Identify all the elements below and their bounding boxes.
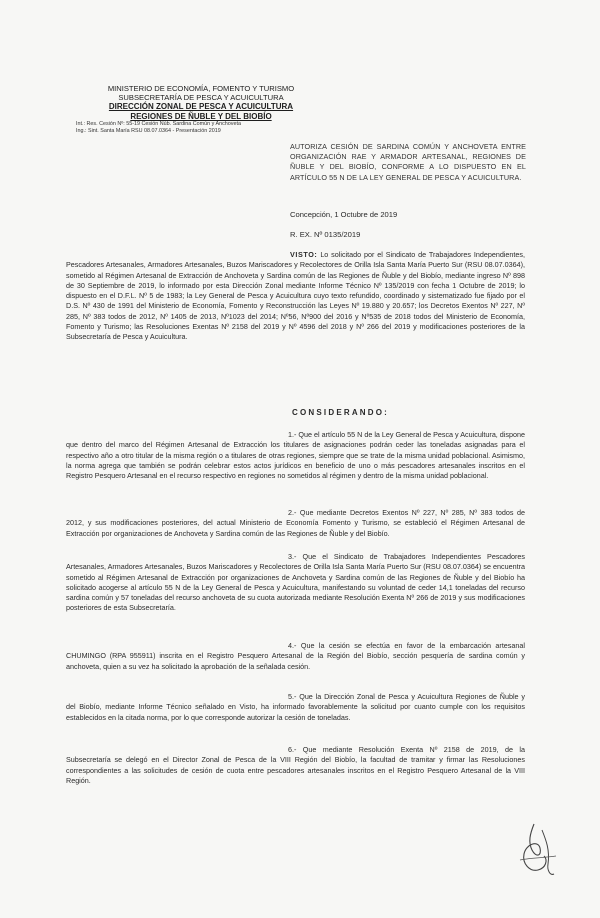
reference-line-2: Ing.: Sint. Santa María RSU 08.07.0364 - Presentación 2019 <box>76 127 221 134</box>
considerando-paragraph-2 <box>66 508 525 539</box>
paragraph-text: 4.- Que la cesión se efectúa en favor de la embarcación artesanal CHUMINGO (RPA 955911) inscrita en el Registro Pesquero Artesanal de la Región del Biobío, sección pesquería de sardina común y anchoveta, quien a su vez ha solicitado la aprobación de la señalada cesión. <box>66 641 525 671</box>
letterhead <box>76 84 326 135</box>
paragraph-text: 3.- Que el Sindicato de Trabajadores Independientes Pescadores Artesanales, Armadores Artesanales, Buzos Mariscadores y Recolectores de Orilla Isla Santa María Puerto Sur (RSU 08.07.0364) se encuentra sometido al Régimen Artesanal de Extracción por organizaciones de Anchoveta y Sardina común de las Regiones de Ñuble y del Biobío ha solicitado acogerse al artículo 55 N de la Ley General de Pesca y Acuicultura, manifestando su voluntad de ceder 14,1 toneladas del recurso sardina común y 57 toneladas del recurso anchoveta de su cuota autorizada mediante Resolución Exenta Nº 266 de 2019 y sus modificaciones posteriores de esta Subsecretaría. <box>66 552 525 613</box>
considerando-heading: CONSIDERANDO: <box>292 408 390 417</box>
paragraph-text: 5.- Que la Dirección Zonal de Pesca y Acuicultura Regiones de Ñuble y del Biobío, mediante Informe Técnico señalado en Visto, ha informado favorablemente la solicitud por cuanto cumple con los requisitos establecidos en la citada norma, por lo que corresponde autorizar la cesión de toneladas. <box>66 692 525 722</box>
undersecretariat-name: SUBSECRETARÍA DE PESCA Y ACUICULTURA <box>118 93 284 103</box>
considerando-paragraph-5 <box>66 692 525 723</box>
paragraph-text: 1.- Que el artículo 55 N de la Ley General de Pesca y Acuicultura, dispone que dentro del marco del Régimen Artesanal de Extracción los titulares de asignaciones podrán ceder las toneladas asignadas para el respectivo año a otro titular de la misma región o a titulares de otras regiones, siempre que se trate de la misma unidad poblacional. Asimismo, la norma agrega que también se podrán celebrar estos actos jurídicos en beneficio de uno o más pescadores artesanales inscritos en el Registro Pesquero Artesanal en el recurso respectivo en regiones no sometidos al régimen y dentro de la misma unidad poblacional. <box>66 430 525 481</box>
direction-name: DIRECCIÓN ZONAL DE PESCA Y ACUICULTURA <box>108 102 294 112</box>
visto-label: VISTO: <box>290 250 318 259</box>
paragraph-text: 2.- Que mediante Decretos Exentos Nº 227, Nº 285, Nº 383 todos de 2012, y sus modificaciones posteriores, del actual Ministerio de Economía Fomento y Turismo, se estableció el Régimen Artesanal de Extracción por organizaciones de Anchoveta y Sardina común de las Regiones de Ñuble y del Biobío. <box>66 508 525 538</box>
considerando-paragraph-4 <box>66 641 525 672</box>
considerando-paragraph-3 <box>66 552 525 614</box>
document-date: Concepción, 1 Octubre de 2019 <box>290 210 398 219</box>
resolution-number: R. EX. Nº 0135/2019 <box>290 230 361 239</box>
ministry-name: MINISTERIO DE ECONOMÍA, FOMENTO Y TURISMO <box>107 84 295 93</box>
visto-text: Lo solicitado por el Sindicato de Trabajadores Independientes, Pescadores Artesanales, Armadores Artesanales, Buzos Mariscadores y Recolectores de Orilla Isla Santa María Puerto Sur (RSU 08.07.0364), sometido al Régimen Artesanal de Extracción de Anchoveta y Sardina común de las Regiones de Ñuble y del Biobío, mediante ingreso Nº 898 de 30 Septiembre de 2019, lo informado por esta Dirección Zonal mediante Informe Técnico Nº 135/2019 con fecha 1 Octubre de 2019; lo dispuesto en el D.F.L. Nº 5 de 1983; la Ley General de Pesca y Acuicultura cuyo texto refundido, coordinado y sistematizado fue fijado por el D.S. Nº 430 de 1991 del Ministerio de Economía, Fomento y Reconstrucción las Leyes Nº 19.880 y 20.657; los Decretos Exentos Nº 227, Nº 285, Nº 383 todos de 2012, Nº 1405 de 2013, Nº1023 del 2014; Nº56, Nº900 del 2016 y Nº535 de 2018 todos del Ministerio de Economía, Fomento y Turismo; las Resoluciones Exentas Nº 2158 del 2019 y Nº 4596 del 2018 y Nº 266 del 2019 y modificaciones posteriores de la Subsecretaría de Pesca y Acuicultura. <box>66 250 525 342</box>
visto-section <box>66 250 525 343</box>
regions-name: REGIONES DE ÑUBLE Y DEL BIOBÍO <box>130 111 272 121</box>
handwritten-signature <box>512 820 562 880</box>
paragraph-text: 6.- Que mediante Resolución Exenta Nº 2158 de 2019, de la Subsecretaría se delegó en el Director Zonal de Pesca de la VIII Región del Biobío, la facultad de tramitar y firmar las Resoluciones correspondientes a las solicitudes de cesión de cuota entre pescadores artesanales inscritos en el Registro Pesquero Artesanal de la VIII Región. <box>66 745 525 785</box>
reference-line-1: Int.: Res. Cesión Nº: 55-19 Cesión Núb. Sardina Común y Anchoveta <box>76 120 241 127</box>
considerando-paragraph-6 <box>66 745 525 786</box>
considerando-paragraph-1 <box>66 430 525 481</box>
resolution-subject: AUTORIZA CESIÓN DE SARDINA COMÚN Y ANCHOVETA ENTRE ORGANIZACIÓN RAE Y ARMADOR ARTESANAL, REGIONES DE ÑUBLE Y DEL BIOBÍO, CONFORME A LO DISPUESTO EN EL ARTÍCULO 55 N DE LA LEY GENERAL DE PESCA Y ACUICULTURA. <box>290 142 526 182</box>
